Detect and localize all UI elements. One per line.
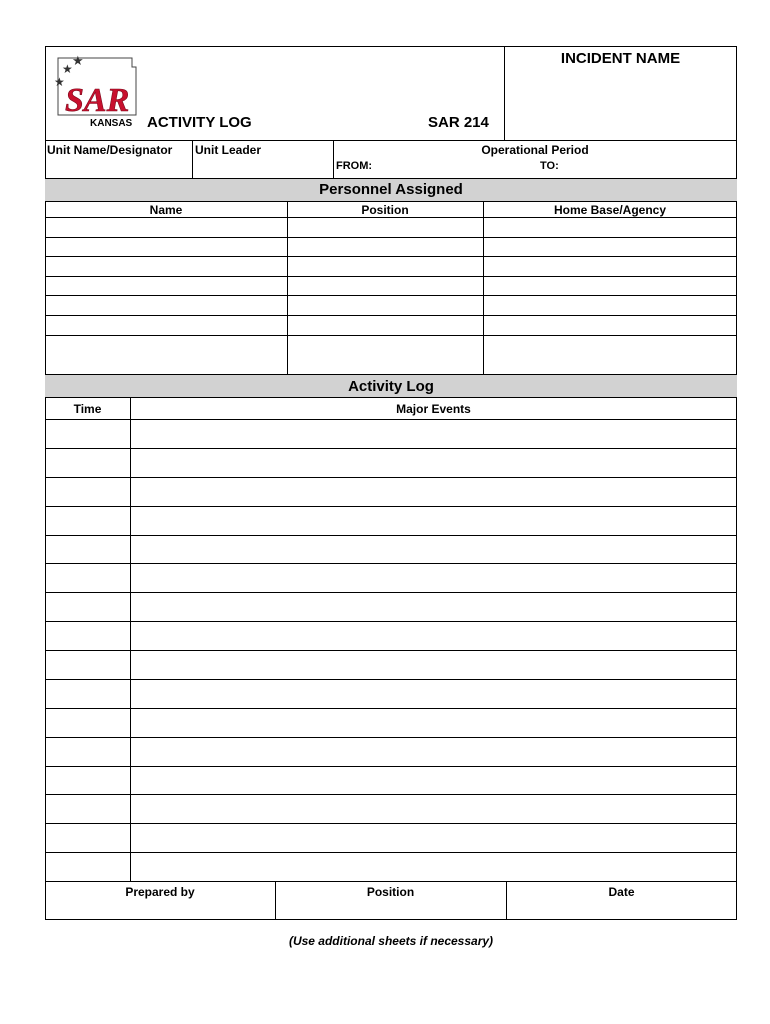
logo-sar-text: SAR bbox=[65, 82, 130, 119]
date-field[interactable] bbox=[507, 900, 736, 919]
activity-row-line bbox=[45, 823, 737, 824]
activity-time-cell[interactable] bbox=[46, 709, 129, 737]
activity-time-cell[interactable] bbox=[46, 767, 129, 795]
incident-name-field[interactable] bbox=[505, 72, 736, 139]
col-header-home-base: Home Base/Agency bbox=[553, 203, 667, 217]
activity-row-line bbox=[45, 794, 737, 795]
activity-time-cell[interactable] bbox=[46, 622, 129, 650]
activity-time-cell[interactable] bbox=[46, 564, 129, 592]
activity-event-cell[interactable] bbox=[131, 767, 736, 795]
logo-kansas-text: KANSAS bbox=[90, 118, 133, 128]
activity-row-line bbox=[45, 650, 737, 651]
position-label: Position bbox=[366, 885, 415, 899]
personnel-home-base-cell[interactable] bbox=[484, 218, 737, 237]
col-header-name: Name bbox=[149, 203, 183, 217]
activity-event-cell[interactable] bbox=[131, 420, 736, 448]
personnel-row-line bbox=[45, 256, 737, 257]
activity-event-cell[interactable] bbox=[131, 536, 736, 564]
activity-time-cell[interactable] bbox=[46, 824, 129, 852]
personnel-home-base-cell[interactable] bbox=[484, 238, 737, 257]
col-header-major-events: Major Events bbox=[396, 402, 471, 416]
activity-row-line bbox=[45, 592, 737, 593]
unit-name-label: Unit Name/Designator bbox=[47, 143, 173, 157]
unit-name-field[interactable] bbox=[46, 158, 191, 177]
to-label: TO: bbox=[540, 160, 559, 172]
activity-time-cell[interactable] bbox=[46, 420, 129, 448]
activity-row-line bbox=[45, 535, 737, 536]
from-field[interactable] bbox=[375, 158, 535, 177]
activity-time-cell[interactable] bbox=[46, 680, 129, 708]
personnel-name-cell[interactable] bbox=[46, 296, 287, 315]
activity-event-cell[interactable] bbox=[131, 507, 736, 535]
operational-period-label: Operational Period bbox=[481, 143, 589, 157]
activity-event-cell[interactable] bbox=[131, 795, 736, 823]
svg-text:★: ★ bbox=[72, 53, 84, 68]
activity-event-cell[interactable] bbox=[131, 622, 736, 650]
activity-time-cell[interactable] bbox=[46, 449, 129, 477]
activity-event-cell[interactable] bbox=[131, 478, 736, 506]
activity-event-cell[interactable] bbox=[131, 564, 736, 592]
additional-sheets-note: (Use additional sheets if necessary) bbox=[288, 934, 494, 948]
sar-kansas-logo bbox=[50, 53, 140, 128]
line-activity-band-bottom bbox=[45, 397, 737, 398]
activity-row-line bbox=[45, 766, 737, 767]
position-field[interactable] bbox=[276, 900, 505, 919]
activity-time-cell[interactable] bbox=[46, 853, 129, 881]
personnel-row-line bbox=[45, 276, 737, 277]
activity-event-cell[interactable] bbox=[131, 853, 736, 881]
personnel-home-base-cell[interactable] bbox=[484, 257, 737, 276]
form-title: ACTIVITY LOG bbox=[147, 114, 252, 131]
activity-row-line bbox=[45, 708, 737, 709]
personnel-position-cell[interactable] bbox=[288, 218, 483, 237]
prepared-by-label: Prepared by bbox=[125, 885, 195, 899]
activity-row-line bbox=[45, 477, 737, 478]
activity-event-cell[interactable] bbox=[131, 680, 736, 708]
col-header-time: Time bbox=[73, 402, 102, 416]
col-header-position: Position bbox=[361, 203, 409, 217]
activity-time-cell[interactable] bbox=[46, 536, 129, 564]
activity-row-line bbox=[45, 448, 737, 449]
activity-time-cell[interactable] bbox=[46, 478, 129, 506]
line-personnel-band-bottom bbox=[45, 201, 737, 202]
personnel-position-cell[interactable] bbox=[288, 316, 483, 335]
activity-row-line bbox=[45, 621, 737, 622]
activity-time-cell[interactable] bbox=[46, 651, 129, 679]
incident-name-label: INCIDENT NAME bbox=[560, 50, 681, 67]
personnel-name-cell[interactable] bbox=[46, 257, 287, 276]
to-field[interactable] bbox=[562, 158, 736, 177]
personnel-section-title: Personnel Assigned bbox=[319, 181, 463, 198]
personnel-row-line bbox=[45, 295, 737, 296]
personnel-position-cell[interactable] bbox=[288, 238, 483, 257]
personnel-name-cell[interactable] bbox=[46, 277, 287, 296]
activity-event-cell[interactable] bbox=[131, 651, 736, 679]
svg-text:★: ★ bbox=[54, 75, 65, 89]
personnel-name-cell[interactable] bbox=[46, 238, 287, 257]
activity-event-cell[interactable] bbox=[131, 709, 736, 737]
activity-event-cell[interactable] bbox=[131, 449, 736, 477]
activity-event-cell[interactable] bbox=[131, 593, 736, 621]
personnel-position-cell[interactable] bbox=[288, 277, 483, 296]
line-header-bottom bbox=[45, 140, 737, 141]
activity-time-cell[interactable] bbox=[46, 507, 129, 535]
prepared-by-field[interactable] bbox=[46, 900, 274, 919]
activity-row-line bbox=[45, 737, 737, 738]
personnel-position-cell[interactable] bbox=[288, 336, 483, 355]
activity-row-line bbox=[45, 563, 737, 564]
activity-section-title: Activity Log bbox=[348, 378, 434, 395]
personnel-home-base-cell[interactable] bbox=[484, 277, 737, 296]
unit-leader-field[interactable] bbox=[193, 158, 332, 177]
personnel-row-line bbox=[45, 237, 737, 238]
activity-event-cell[interactable] bbox=[131, 824, 736, 852]
line-footer-top bbox=[45, 881, 737, 882]
activity-row-line bbox=[45, 506, 737, 507]
activity-time-cell[interactable] bbox=[46, 795, 129, 823]
personnel-home-base-cell[interactable] bbox=[484, 296, 737, 315]
personnel-row-line bbox=[45, 335, 737, 336]
from-label: FROM: bbox=[336, 160, 373, 172]
activity-row-line bbox=[45, 679, 737, 680]
personnel-home-base-cell[interactable] bbox=[484, 336, 737, 355]
unit-leader-label: Unit Leader bbox=[195, 143, 262, 157]
personnel-position-cell[interactable] bbox=[288, 296, 483, 315]
personnel-name-cell[interactable] bbox=[46, 218, 287, 237]
activity-time-cell[interactable] bbox=[46, 738, 129, 766]
form-code: SAR 214 bbox=[428, 114, 489, 131]
activity-event-cell[interactable] bbox=[131, 738, 736, 766]
personnel-position-cell[interactable] bbox=[288, 257, 483, 276]
activity-time-cell[interactable] bbox=[46, 593, 129, 621]
personnel-home-base-cell[interactable] bbox=[484, 316, 737, 335]
personnel-name-cell[interactable] bbox=[46, 336, 287, 355]
activity-row-line bbox=[45, 852, 737, 853]
svg-text:★: ★ bbox=[62, 62, 73, 76]
date-label: Date bbox=[608, 885, 635, 899]
personnel-name-cell[interactable] bbox=[46, 316, 287, 335]
personnel-row-line bbox=[45, 315, 737, 316]
